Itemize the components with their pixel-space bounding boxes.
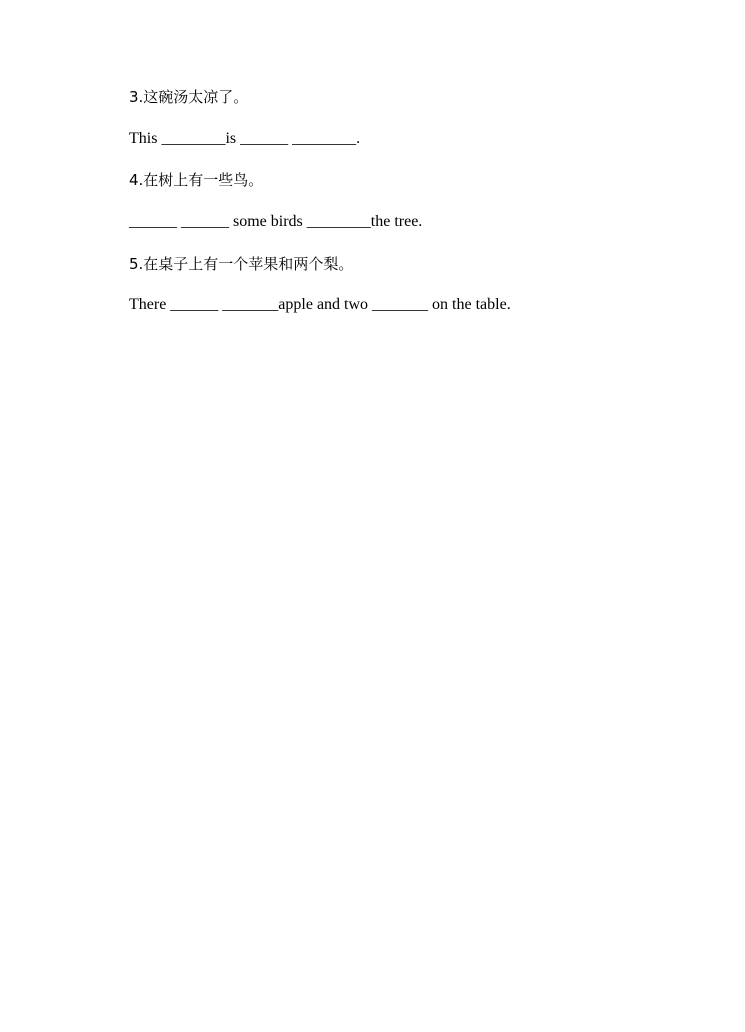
question-4-answer-line: ______ ______ some birds ________the tree. [129, 213, 423, 230]
question-5-answer-line: There ______ _______apple and two _______ on the table. [129, 296, 511, 313]
question-3-answer-line: This ________is ______ ________. [129, 130, 361, 147]
question-5-prompt: 5.在桌子上有一个苹果和两个梨。 [129, 255, 354, 273]
question-4-prompt: 4.在树上有一些鸟。 [129, 171, 264, 189]
question-3-prompt: 3.这碗汤太凉了。 [129, 88, 249, 106]
